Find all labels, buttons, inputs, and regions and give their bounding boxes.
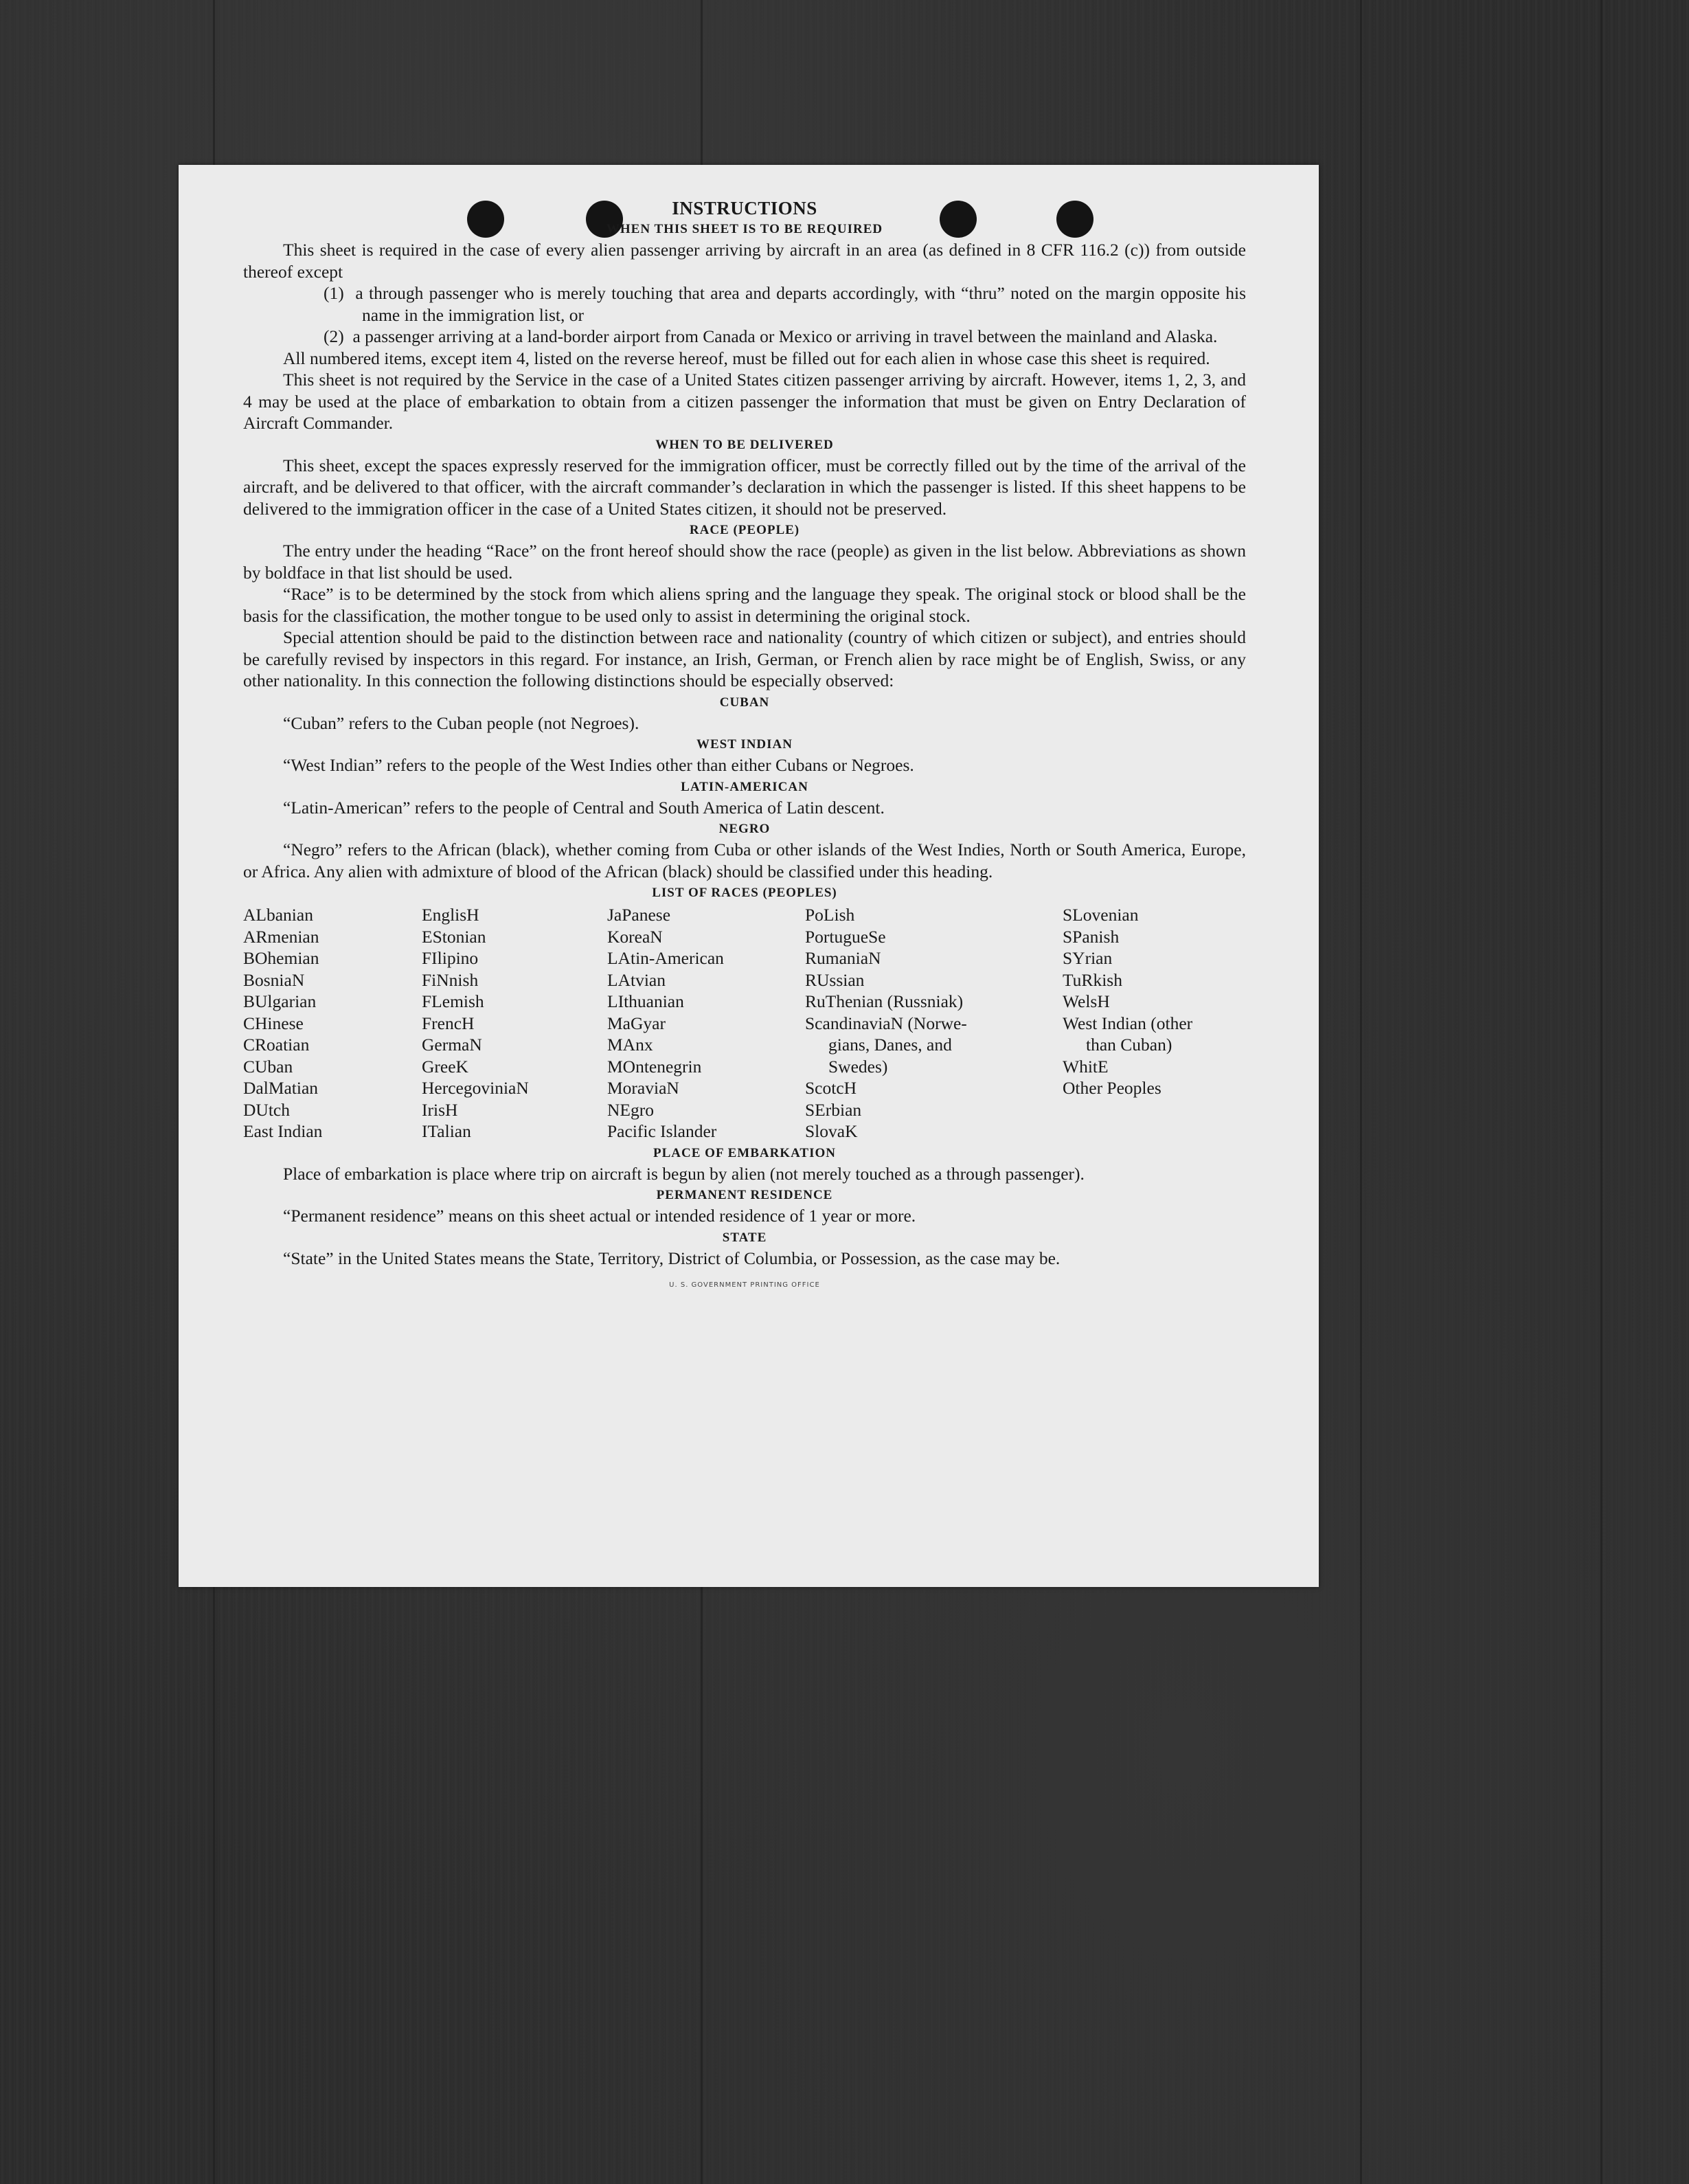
- printer-imprint: U. S. GOVERNMENT PRINTING OFFICE: [669, 1281, 820, 1289]
- paragraph: The entry under the heading “Race” on the front hereof should show the race (people) as given in the list below. Abbreviations as shown by boldface in that list should be used.: [243, 541, 1246, 583]
- paragraph: “West Indian” refers to the people of the West Indies other than either Cubans or Negroes.: [283, 755, 914, 775]
- paragraph: Special attention should be paid to the distinction between race and nationality (country of which citizen or subject), and entries should be carefully revised by inspectors in this regard. For instance, an Irish, German, or French alien by race might be of English, Swiss, or any other nationality. In this connection the following distinctions should be especially observed:: [243, 627, 1246, 690]
- race-entry: RuThenian (Russniak): [805, 991, 964, 1011]
- races-column: [422, 904, 607, 1142]
- list-item: [243, 282, 1246, 326]
- paragraph: All numbered items, except item 4, listed on the reverse hereof, must be filled out for each alien in whose case this sheet is required.: [283, 348, 1210, 368]
- races-column: [243, 904, 422, 1142]
- document-sheet: [179, 165, 1319, 1587]
- races-column: [607, 904, 805, 1142]
- section-heading: WEST INDIAN: [696, 737, 793, 752]
- race-entry: BUlgarian: [243, 991, 317, 1011]
- race-entry: FLemish: [422, 991, 484, 1011]
- race-entry: DalMatian: [243, 1078, 319, 1098]
- instructions-text: [243, 198, 1246, 1296]
- race-entry: Other Peoples: [1063, 1078, 1161, 1098]
- race-entry: FiNnish: [422, 969, 479, 990]
- race-entry: NEgro: [607, 1099, 654, 1120]
- race-entry: CHinese: [243, 1013, 304, 1033]
- race-entry: SPanish: [1063, 926, 1120, 947]
- item-number: (2): [324, 326, 344, 346]
- section-heading: STATE: [722, 1230, 767, 1245]
- race-entry: WelsH: [1063, 991, 1110, 1011]
- race-entry: SlovaK: [805, 1121, 858, 1141]
- race-entry: Pacific Islander: [607, 1121, 717, 1141]
- paragraph: “Cuban” refers to the Cuban people (not Negroes).: [283, 712, 639, 733]
- race-entry: West Indian (other: [1063, 1013, 1193, 1033]
- races-heading: LIST OF RACES (PEOPLES): [652, 886, 837, 900]
- race-entry: SErbian: [805, 1099, 862, 1120]
- list-item: [243, 326, 1246, 348]
- race-entry: MoraviaN: [607, 1078, 679, 1098]
- race-entry: BOhemian: [243, 948, 319, 968]
- race-entry: ARmenian: [243, 926, 319, 947]
- race-entry: FrencH: [422, 1013, 475, 1033]
- race-entry: RUssian: [805, 969, 865, 990]
- race-entry: Swedes): [828, 1056, 888, 1077]
- race-entry: KoreaN: [607, 926, 663, 947]
- item-text: a through passenger who is merely touching that area and departs accordingly, with “thru” noted on the margin opposite his name in the immigration list, or: [355, 283, 1247, 325]
- race-entry: ITalian: [422, 1121, 471, 1141]
- race-entry: RumaniaN: [805, 948, 881, 968]
- race-entry: EnglisH: [422, 905, 479, 925]
- race-entry: GermaN: [422, 1035, 482, 1055]
- paragraph: “Permanent residence” means on this sheet actual or intended residence of 1 year or more.: [283, 1206, 916, 1226]
- race-entry: PoLish: [805, 905, 855, 925]
- race-entry: ALbanian: [243, 905, 313, 925]
- item-text: a passenger arriving at a land-border airport from Canada or Mexico or arriving in travel between the mainland and Alaska.: [352, 326, 1218, 346]
- race-entry: ScotcH: [805, 1078, 857, 1098]
- race-entry: SLovenian: [1063, 905, 1139, 925]
- race-entry: East Indian: [243, 1121, 323, 1141]
- race-entry: ScandinaviaN (Norwe-: [805, 1013, 967, 1033]
- race-entry: EStonian: [422, 926, 486, 947]
- paragraph: This sheet is required in the case of every alien passenger arriving by aircraft in an area (as defined in 8 CFR 116.2 (c)) from outside thereof except: [243, 240, 1246, 282]
- section-heading: NEGRO: [718, 822, 771, 836]
- races-column: [1063, 904, 1245, 1142]
- paragraph: This sheet is not required by the Service in the case of a United States citizen passenger arriving by aircraft. However, items 1, 2, 3, and 4 may be used at the place of embarkation to obtain from a citizen passenger the information that must be given on Entry Declaration of Aircraft Commander.: [243, 370, 1246, 433]
- race-entry: MOntenegrin: [607, 1056, 702, 1077]
- section-heading: LATIN-AMERICAN: [681, 779, 808, 794]
- race-entry: gians, Danes, and: [828, 1035, 952, 1055]
- race-entry: TuRkish: [1063, 969, 1122, 990]
- section-heading: PLACE OF EMBARKATION: [653, 1145, 836, 1160]
- film-scratch: [1360, 0, 1362, 2184]
- race-entry: DUtch: [243, 1099, 290, 1120]
- races-table: [243, 904, 1246, 1142]
- race-entry: CRoatian: [243, 1035, 310, 1055]
- paragraph: “State” in the United States means the State, Territory, District of Columbia, or Possession, as the case may be.: [283, 1248, 1061, 1268]
- item-number: (1): [324, 283, 344, 303]
- races-column: [805, 904, 1063, 1142]
- race-entry: BosniaN: [243, 969, 305, 990]
- race-entry: JaPanese: [607, 905, 671, 925]
- race-entry: GreeK: [422, 1056, 468, 1077]
- race-entry: MAnx: [607, 1035, 653, 1055]
- race-entry: LIthuanian: [607, 991, 684, 1011]
- race-entry: CUban: [243, 1056, 293, 1077]
- document-title: INSTRUCTIONS: [672, 198, 817, 218]
- race-entry: HercegoviniaN: [422, 1078, 529, 1098]
- section-heading: WHEN THIS SHEET IS TO BE REQUIRED: [606, 222, 883, 236]
- section-heading: RACE (PEOPLE): [689, 523, 800, 537]
- race-entry: FIlipino: [422, 948, 479, 968]
- race-entry: PortugueSe: [805, 926, 886, 947]
- race-entry: LAtin-American: [607, 948, 724, 968]
- race-entry: IrisH: [422, 1099, 458, 1120]
- race-entry: MaGyar: [607, 1013, 666, 1033]
- race-entry: SYrian: [1063, 948, 1113, 968]
- race-entry: WhitE: [1063, 1056, 1109, 1077]
- film-scratch: [1600, 0, 1602, 2184]
- paragraph: “Race” is to be determined by the stock from which aliens spring and the language they speak. The original stock or blood shall be the basis for the classification, the mother tongue to be used only to assist in determining the original stock.: [243, 584, 1246, 626]
- section-heading: CUBAN: [719, 695, 770, 710]
- race-entry: LAtvian: [607, 969, 666, 990]
- paragraph: Place of embarkation is place where trip on aircraft is begun by alien (not merely touched as a through passenger).: [283, 1163, 1085, 1184]
- paragraph: “Latin-American” refers to the people of Central and South America of Latin descent.: [283, 797, 885, 818]
- paragraph: “Negro” refers to the African (black), whether coming from Cuba or other islands of the West Indies, North or South America, Europe, or Africa. Any alien with admixture of blood of the African (black) should be classified under this heading.: [243, 840, 1246, 881]
- section-heading: WHEN TO BE DELIVERED: [655, 437, 834, 452]
- paragraph: This sheet, except the spaces expressly reserved for the immigration officer, must be correctly filled out by the time of the arrival of the aircraft, and be delivered to that officer, with the aircraft commander’s declaration in which the passenger is listed. If this sheet happens to be delivered to the immigration officer in the case of a United States citizen, it should not be preserved.: [243, 455, 1246, 519]
- race-entry: than Cuban): [1086, 1035, 1172, 1055]
- section-heading: PERMANENT RESIDENCE: [656, 1188, 833, 1202]
